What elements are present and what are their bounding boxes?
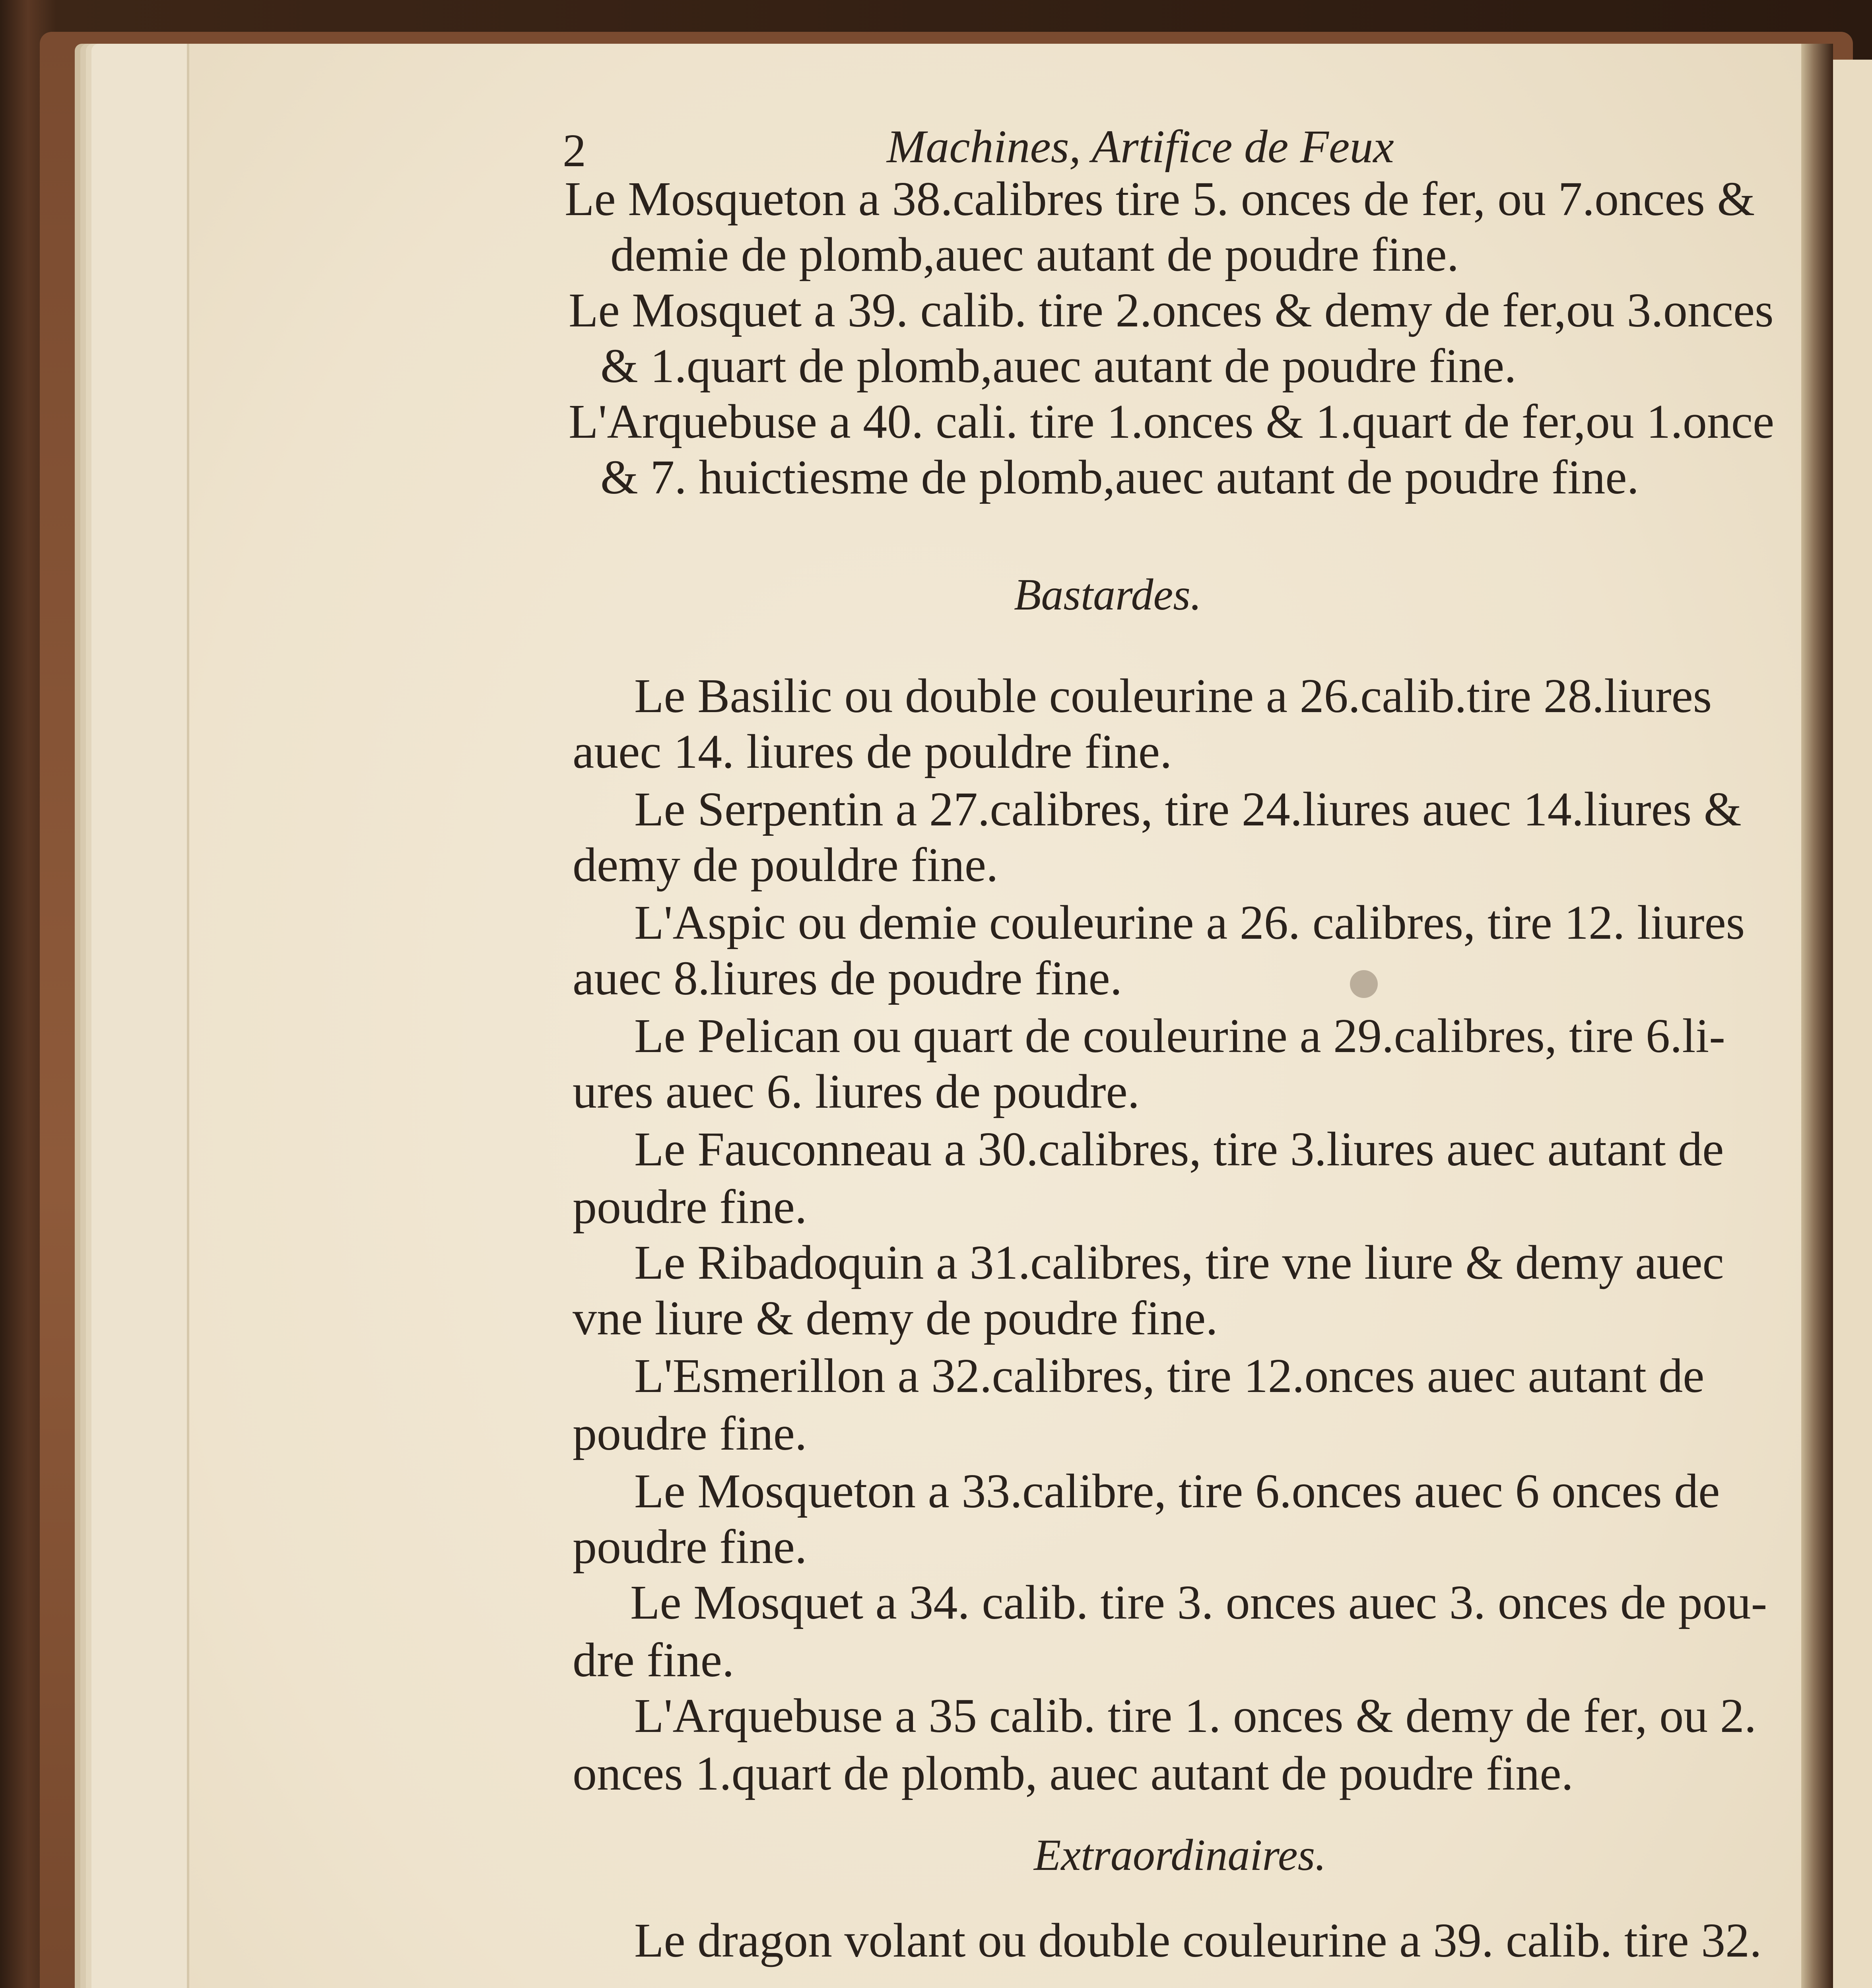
- text-line: L'Arquebuse a 35 calib. tire 1. onces & demy de fer, ou 2.: [634, 1689, 1757, 1743]
- text-line: Le Mosqueton a 38.calibres tire 5. onces de fer, ou 7.onces &: [565, 172, 1755, 226]
- text-line: Le Ribadoquin a 31.calibres, tire vne liure & demy auec: [634, 1236, 1724, 1289]
- text-line: poudre fine.: [573, 1407, 807, 1460]
- text-line: ures auec 6. liures de poudre.: [573, 1065, 1140, 1118]
- text-line: auec 14. liures de pouldre fine.: [573, 725, 1172, 779]
- text-line: vne liure & demy de poudre fine.: [573, 1291, 1218, 1345]
- text-line: Le Basilic ou double couleurine a 26.calib.tire 28.liures: [634, 669, 1712, 723]
- ink-spot: [1350, 970, 1378, 998]
- text-line: poudre fine.: [573, 1180, 807, 1234]
- text-line: dre fine.: [573, 1633, 734, 1687]
- text-line: Le Fauconneau a 30.calibres, tire 3.liures auec autant de: [634, 1122, 1724, 1176]
- text-line: L'Arquebuse a 40. cali. tire 1.onces & 1.quart de fer,ou 1.once: [569, 395, 1775, 448]
- section-heading: Bastardes.: [1014, 570, 1202, 619]
- text-line: Le Pelican ou quart de couleurine a 29.calibres, tire 6.li-: [634, 1009, 1725, 1063]
- facing-page-edge: [1833, 60, 1872, 1988]
- text-line: Le Serpentin a 27.calibres, tire 24.liures auec 14.liures &: [634, 782, 1742, 836]
- page-number: 2: [563, 124, 586, 177]
- text-line: & 1.quart de plomb,auec autant de poudre fine.: [600, 339, 1517, 393]
- book-gutter: [1801, 44, 1833, 1988]
- text-line: onces 1.quart de plomb, auec autant de poudre fine.: [573, 1747, 1574, 1800]
- section-heading: Extraordinaires.: [1034, 1831, 1326, 1880]
- text-line: demie de plomb,auec autant de poudre fine.: [610, 228, 1459, 282]
- running-title: Machines, Artifice de Feux: [887, 120, 1394, 173]
- text-line: Le Mosqueton a 33.calibre, tire 6.onces auec 6 onces de: [634, 1464, 1720, 1518]
- text-line: auec 8.liures de poudre fine.: [573, 951, 1122, 1005]
- text-line: Le Mosquet a 39. calib. tire 2.onces & demy de fer,ou 3.onces: [569, 283, 1774, 337]
- text-line: demy de pouldre fine.: [573, 838, 998, 892]
- text-line: Le Mosquet a 34. calib. tire 3. onces auec 3. onces de pou-: [630, 1576, 1767, 1629]
- text-line: L'Esmerillon a 32.calibres, tire 12.onces auec autant de: [634, 1349, 1705, 1403]
- text-line: Le dragon volant ou double couleurine a 39. calib. tire 32.: [634, 1914, 1762, 1967]
- text-line: poudre fine.: [573, 1520, 807, 1574]
- text-line: L'Aspic ou demie couleurine a 26. calibres, tire 12. liures: [634, 896, 1745, 949]
- text-line: & 7. huictiesme de plomb,auec autant de poudre fine.: [600, 450, 1639, 504]
